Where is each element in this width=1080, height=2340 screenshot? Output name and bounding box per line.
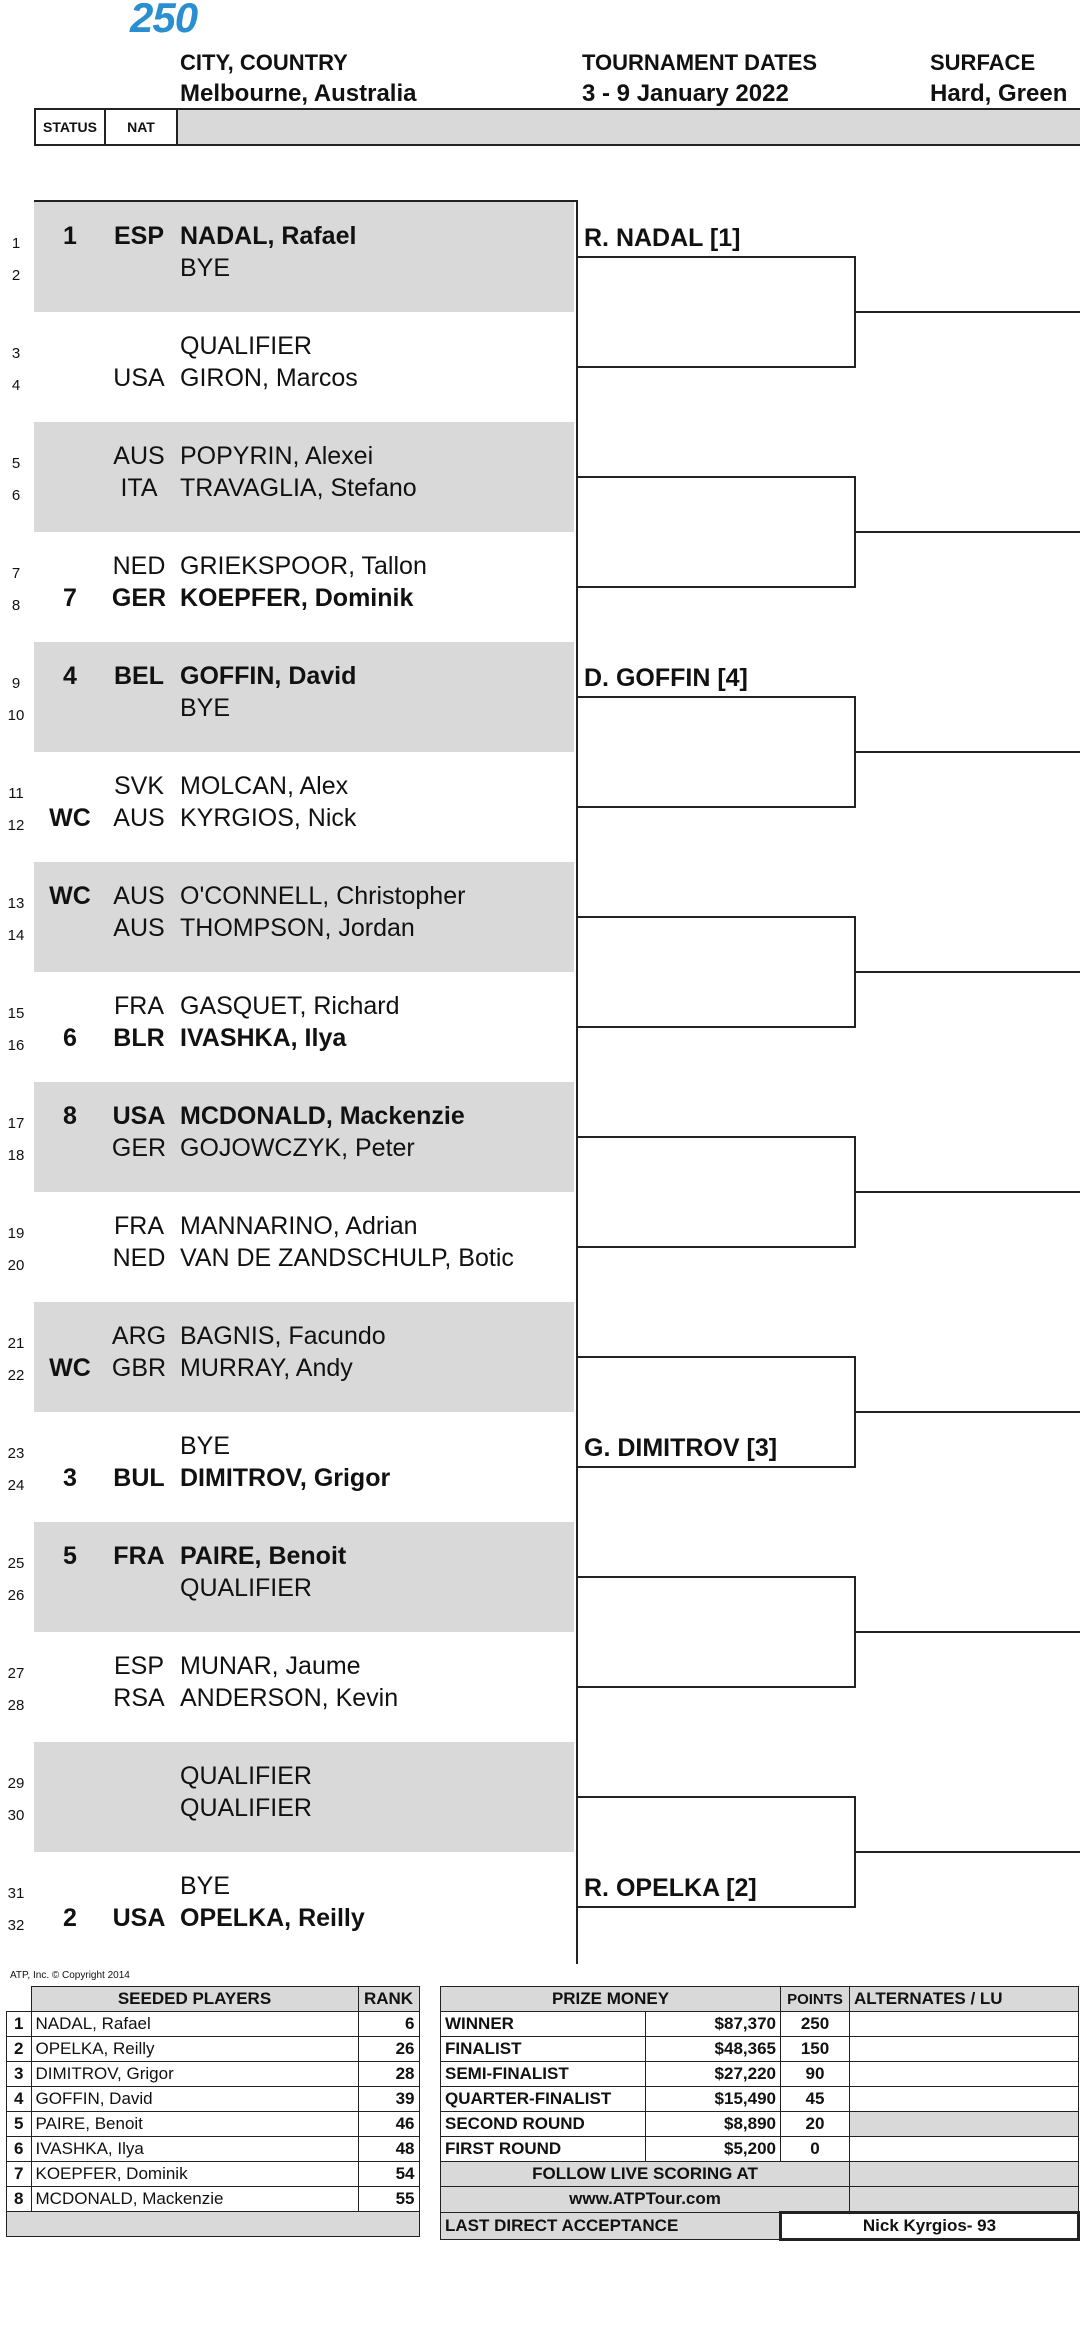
player-nationality: FRA: [113, 1542, 165, 1570]
draw-line: [0, 770, 1080, 802]
draw-line: [0, 880, 1080, 912]
player-nationality: USA: [112, 1904, 166, 1932]
draw-line: [0, 362, 1080, 394]
draw-position: 11: [8, 785, 24, 802]
draw-line: [0, 1540, 1080, 1572]
player-name: QUALIFIER: [180, 1762, 312, 1790]
alternate-slot: [850, 2137, 1079, 2162]
player-name: GIRON, Marcos: [180, 364, 358, 392]
seed-name: OPELKA, Reilly: [31, 2037, 358, 2062]
prize-amount: $15,490: [646, 2087, 781, 2112]
bracket-round2-line: [856, 311, 1080, 313]
player-name: NADAL, Rafael: [180, 222, 357, 250]
draw-position: 5: [11, 455, 21, 472]
seed-name: GOFFIN, David: [31, 2087, 358, 2112]
prize-amount: $87,370: [646, 2012, 781, 2037]
player-nationality: ESP: [113, 1652, 165, 1680]
player-nationality: RSA: [113, 1684, 165, 1712]
alternates-header: ALTERNATES / LU: [850, 1987, 1079, 2012]
seed-number: 3: [7, 2062, 32, 2087]
draw-position: 12: [7, 817, 25, 834]
player-status: 3: [63, 1464, 77, 1492]
seed-row: [7, 2112, 420, 2137]
player-name: QUALIFIER: [180, 332, 312, 360]
bracket-round2-line: [856, 971, 1080, 973]
seed-rank: 46: [358, 2112, 419, 2137]
seed-rank: 26: [358, 2037, 419, 2062]
player-nationality: AUS: [113, 442, 165, 470]
bracket-round2-line: [856, 751, 1080, 753]
player-name: ANDERSON, Kevin: [180, 1684, 399, 1712]
draw-line: [0, 330, 1080, 362]
player-name: BYE: [180, 1872, 231, 1900]
draw-line: [0, 1242, 1080, 1274]
draw-position: 27: [7, 1665, 25, 1682]
bracket-round1: [578, 1136, 856, 1248]
player-status: WC: [49, 1354, 91, 1382]
prize-amount: $48,365: [646, 2037, 781, 2062]
bracket-round2-line: [856, 1191, 1080, 1193]
player-nationality: USA: [112, 1102, 166, 1130]
prize-round: FINALIST: [441, 2037, 646, 2062]
bracket-round1: [578, 916, 856, 1028]
draw-line: [0, 220, 1080, 252]
seeded-players-table: [6, 1986, 420, 2237]
seed-number: 2: [7, 2037, 32, 2062]
dates-value: 3 - 9 January 2022: [582, 80, 789, 107]
player-name: IVASHKA, Ilya: [180, 1024, 347, 1052]
draw-position: 25: [7, 1555, 25, 1572]
draw-position: 4: [11, 377, 21, 394]
seed-number: 4: [7, 2087, 32, 2112]
player-nationality: ARG: [111, 1322, 167, 1350]
draw-position: 2: [11, 267, 21, 284]
draw-position: 13: [7, 895, 25, 912]
draw-position: 31: [7, 1885, 25, 1902]
surface-label: SURFACE: [930, 50, 1036, 75]
alternate-slot: [850, 2112, 1079, 2137]
seed-row: [7, 2012, 420, 2037]
draw-line: [0, 1572, 1080, 1604]
player-nationality: GER: [111, 584, 167, 612]
draw-line: [0, 582, 1080, 614]
player-name: MANNARINO, Adrian: [180, 1212, 418, 1240]
player-name: POPYRIN, Alexei: [180, 442, 374, 470]
draw-position: 15: [7, 1005, 25, 1022]
draw-position: 3: [11, 345, 21, 362]
draw-position: 6: [11, 487, 21, 504]
alternate-slot: [850, 2062, 1079, 2087]
bracket-round1: [578, 476, 856, 588]
player-name: GOFFIN, David: [180, 662, 357, 690]
draw-position: 1: [11, 235, 21, 252]
prize-points: 90: [781, 2062, 850, 2087]
prize-amount: $27,220: [646, 2062, 781, 2087]
player-name: GOJOWCZYK, Peter: [180, 1134, 415, 1162]
prize-round: SEMI-FINALIST: [441, 2062, 646, 2087]
player-name: VAN DE ZANDSCHULP, Botic: [180, 1244, 514, 1272]
player-name: PAIRE, Benoit: [180, 1542, 347, 1570]
player-name: MURRAY, Andy: [180, 1354, 353, 1382]
draw-line: [0, 1022, 1080, 1054]
player-status: 8: [63, 1102, 77, 1130]
player-name: KOEPFER, Dominik: [180, 584, 414, 612]
player-nationality: NED: [112, 1244, 166, 1272]
player-name: TRAVAGLIA, Stefano: [180, 474, 417, 502]
alternate-slot: [850, 2037, 1079, 2062]
player-status: WC: [49, 804, 91, 832]
prize-row: [441, 2087, 1079, 2112]
draw-line: [0, 660, 1080, 692]
player-nationality: NED: [112, 552, 166, 580]
prize-amount: $5,200: [646, 2137, 781, 2162]
draw-position: 19: [7, 1225, 25, 1242]
player-nationality: BUL: [113, 1464, 165, 1492]
prize-round: SECOND ROUND: [441, 2112, 646, 2137]
draw-line: [0, 550, 1080, 582]
seed-name: IVASHKA, Ilya: [31, 2137, 358, 2162]
seed-name: MCDONALD, Mackenzie: [31, 2187, 358, 2212]
player-name: BYE: [180, 694, 231, 722]
bracket-round1: [578, 696, 856, 808]
draw-position: 21: [7, 1335, 25, 1352]
nat-column-header: NAT: [106, 110, 178, 144]
seed-name: PAIRE, Benoit: [31, 2112, 358, 2137]
player-status: 2: [63, 1904, 77, 1932]
seed-rank: 48: [358, 2137, 419, 2162]
player-nationality: FRA: [114, 1212, 164, 1240]
prize-row: [441, 2062, 1079, 2087]
seed-row: [7, 2187, 420, 2212]
player-name: GASQUET, Richard: [180, 992, 400, 1020]
draw-line: [0, 1352, 1080, 1384]
prize-money-header: PRIZE MONEY: [441, 1987, 781, 2012]
draw-line: [0, 1650, 1080, 1682]
alternate-slot: [850, 2012, 1079, 2037]
draw-position: 9: [11, 675, 21, 692]
draw-position: 32: [7, 1917, 25, 1934]
draw-position: 17: [7, 1115, 25, 1132]
seed-rank: 55: [358, 2187, 419, 2212]
seed-rank: 28: [358, 2062, 419, 2087]
seed-row: [7, 2137, 420, 2162]
draw-line: [0, 692, 1080, 724]
second-round-player: G. DIMITROV [3]: [584, 1434, 778, 1462]
draw-line: [0, 1430, 1080, 1462]
player-nationality: AUS: [113, 882, 165, 910]
seed-rank: 6: [358, 2012, 419, 2037]
seed-number: 5: [7, 2112, 32, 2137]
seed-row: [7, 2062, 420, 2087]
second-round-player: R. NADAL [1]: [584, 224, 741, 252]
draw-line: [0, 1100, 1080, 1132]
seeded-players-header: SEEDED PLAYERS: [31, 1987, 358, 2012]
player-nationality: ESP: [113, 222, 165, 250]
seed-number: 1: [7, 2012, 32, 2037]
player-name: DIMITROV, Grigor: [180, 1464, 391, 1492]
prize-round: FIRST ROUND: [441, 2137, 646, 2162]
follow-line2: www.ATPTour.com: [441, 2187, 850, 2213]
prize-points: 20: [781, 2112, 850, 2137]
player-status: WC: [49, 882, 91, 910]
draw-position: 8: [11, 597, 21, 614]
player-name: GRIEKSPOOR, Tallon: [180, 552, 427, 580]
seed-name: DIMITROV, Grigor: [31, 2062, 358, 2087]
seed-rank: 54: [358, 2162, 419, 2187]
draw-position: 26: [7, 1587, 25, 1604]
points-header: POINTS: [781, 1987, 850, 2012]
seed-row: [7, 2162, 420, 2187]
prize-points: 45: [781, 2087, 850, 2112]
draw-line: [0, 1132, 1080, 1164]
last-direct-acceptance-value: Nick Kyrgios- 93: [781, 2213, 1079, 2240]
draw-line: [0, 440, 1080, 472]
prize-round: WINNER: [441, 2012, 646, 2037]
bracket-round2-line: [856, 531, 1080, 533]
player-name: OPELKA, Reilly: [180, 1904, 365, 1932]
seed-rank: 39: [358, 2087, 419, 2112]
second-round-player: R. OPELKA [2]: [584, 1874, 757, 1902]
player-nationality: USA: [113, 364, 165, 392]
prize-round: QUARTER-FINALIST: [441, 2087, 646, 2112]
draw-line: [0, 802, 1080, 834]
draw-line: [0, 1870, 1080, 1902]
prize-row: [441, 2037, 1079, 2062]
draw-line: [0, 990, 1080, 1022]
draw-position: 28: [7, 1697, 25, 1714]
draw-line: [0, 1210, 1080, 1242]
draw-line: [0, 1462, 1080, 1494]
draw-position: 22: [7, 1367, 25, 1384]
seed-number: 6: [7, 2137, 32, 2162]
last-direct-acceptance-label: LAST DIRECT ACCEPTANCE: [441, 2213, 781, 2240]
draw-line: [0, 252, 1080, 284]
player-nationality: AUS: [113, 804, 165, 832]
status-column-header: STATUS: [36, 110, 106, 144]
follow-line1: FOLLOW LIVE SCORING AT: [441, 2162, 850, 2187]
bracket-round1: [578, 1576, 856, 1688]
prize-row: [441, 2112, 1079, 2137]
seed-row: [7, 2087, 420, 2112]
alternate-slot: [850, 2087, 1079, 2112]
player-nationality: GER: [111, 1134, 167, 1162]
bracket-round2-line: [856, 1851, 1080, 1853]
seed-number: 8: [7, 2187, 32, 2212]
prize-points: 0: [781, 2137, 850, 2162]
dates-label: TOURNAMENT DATES: [582, 50, 818, 75]
copyright: ATP, Inc. © Copyright 2014: [10, 1970, 130, 1981]
prize-row: [441, 2137, 1079, 2162]
seed-name: NADAL, Rafael: [31, 2012, 358, 2037]
player-name: BAGNIS, Facundo: [180, 1322, 386, 1350]
player-name: BYE: [180, 254, 231, 282]
player-name: QUALIFIER: [180, 1794, 312, 1822]
seed-row: [7, 2037, 420, 2062]
prize-amount: $8,890: [646, 2112, 781, 2137]
draw-line: [0, 912, 1080, 944]
player-status: 5: [63, 1542, 77, 1570]
player-status: 7: [63, 584, 77, 612]
rank-header: RANK: [358, 1987, 419, 2012]
draw-position: 7: [11, 565, 21, 582]
bracket-round2-line: [856, 1411, 1080, 1413]
atp-250-logo: 250: [130, 0, 198, 41]
city-value: Melbourne, Australia: [180, 80, 417, 107]
player-status: 4: [63, 662, 77, 690]
prize-money-table: [440, 1986, 1080, 2241]
draw-line: [0, 1902, 1080, 1934]
player-nationality: ITA: [120, 474, 158, 502]
player-name: BYE: [180, 1432, 231, 1460]
player-name: MUNAR, Jaume: [180, 1652, 361, 1680]
draw-position: 18: [7, 1147, 25, 1164]
draw-position: 16: [7, 1037, 25, 1054]
draw-position: 10: [7, 707, 25, 724]
seed-name: KOEPFER, Dominik: [31, 2162, 358, 2187]
draw-line: [0, 1760, 1080, 1792]
draw-line: [0, 1792, 1080, 1824]
player-nationality: GBR: [111, 1354, 167, 1382]
player-nationality: BEL: [114, 662, 164, 690]
player-status: 6: [63, 1024, 77, 1052]
player-nationality: SVK: [113, 772, 165, 800]
player-nationality: BLR: [113, 1024, 165, 1052]
city-label: CITY, COUNTRY: [180, 50, 348, 75]
draw-line: [0, 1682, 1080, 1714]
prize-points: 150: [781, 2037, 850, 2062]
draw-position: 30: [7, 1807, 25, 1824]
draw-position: 20: [7, 1257, 25, 1274]
player-name: MOLCAN, Alex: [180, 772, 349, 800]
bracket-round2-line: [856, 1631, 1080, 1633]
player-name: KYRGIOS, Nick: [180, 804, 357, 832]
player-nationality: FRA: [114, 992, 164, 1020]
bracket-round1: [578, 256, 856, 368]
prize-points: 250: [781, 2012, 850, 2037]
draw-line: [0, 472, 1080, 504]
player-name: QUALIFIER: [180, 1574, 312, 1602]
player-status: 1: [63, 222, 77, 250]
draw-position: 24: [7, 1477, 25, 1494]
draw-line: [0, 1320, 1080, 1352]
player-nationality: AUS: [113, 914, 165, 942]
draw-position: 29: [7, 1775, 25, 1792]
seed-number: 7: [7, 2162, 32, 2187]
second-round-player: D. GOFFIN [4]: [584, 664, 748, 692]
prize-row: [441, 2012, 1079, 2037]
column-header-bar: [34, 108, 1080, 146]
player-name: THOMPSON, Jordan: [180, 914, 415, 942]
surface-value: Hard, Green: [930, 80, 1068, 107]
player-name: MCDONALD, Mackenzie: [180, 1102, 465, 1130]
draw-position: 14: [7, 927, 25, 944]
player-name: O'CONNELL, Christopher: [180, 882, 466, 910]
draw-position: 23: [7, 1445, 25, 1462]
